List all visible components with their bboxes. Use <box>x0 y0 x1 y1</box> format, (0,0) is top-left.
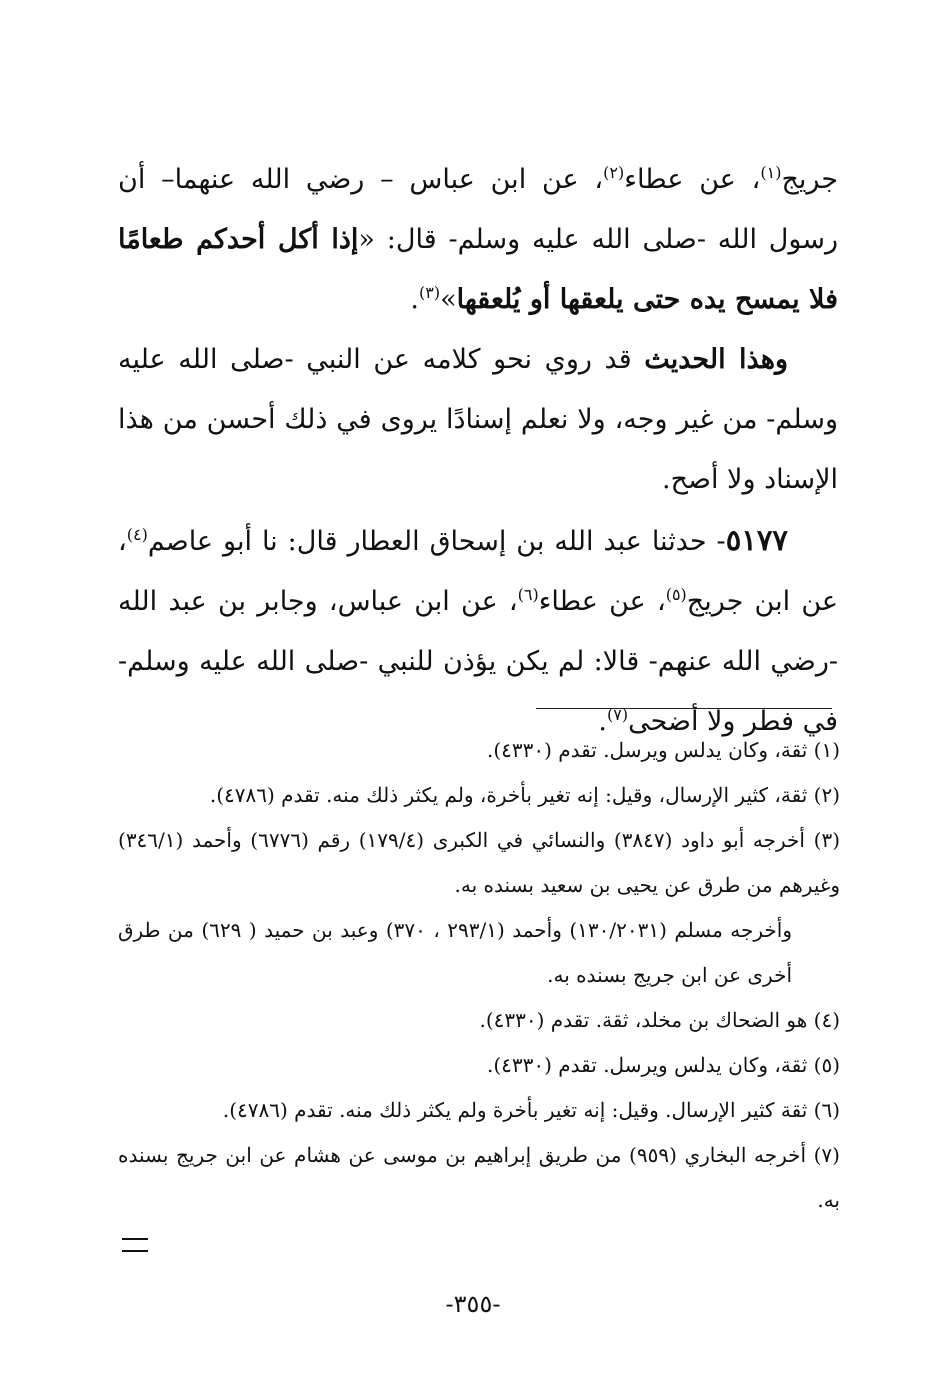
text-span: ، عن ابن جريج <box>118 526 838 617</box>
footnotes <box>118 728 840 1223</box>
footnote-7: (٧) أخرجه البخاري (٩٥٩) من طريق إبراهيم بن موسى عن هشام عن ابن جريج بسنده به. <box>118 1143 840 1212</box>
footnote-6: (٦) ثقة كثير الإرسال. وقيل: إنه تغير بأخرة ولم يكثر ذلك منه. تقدم (٤٧٨٦). <box>222 1098 840 1122</box>
footnote-3-continuation: وأخرجه مسلم (١٣٠/٢٠٣١) وأحمد (٢٩٣/١ ، ٣٧٠) وعبد بن حميد ( ٦٢٩) من طرق أخرى عن ابن جريج بسنده به. <box>118 918 792 987</box>
footnote-ref-4: (٤) <box>126 525 148 544</box>
footnote-1: (١) ثقة، وكان يدلس ويرسل. تقدم (٤٣٣٠). <box>486 738 840 762</box>
footnote-3: (٣) أخرجه أبو داود (٣٨٤٧) والنسائي في الكبرى (١٧٩/٤) رقم (٦٧٧٦) وأحمد (٣٤٦/١) وغيرهم من طرق عن يحيى بن سعيد بسنده به. <box>118 828 840 897</box>
hadith-text: إذا أكل أحدكم طعامًا فلا يمسح يده حتى يلعقها أو يُلعقها <box>118 224 838 315</box>
hadith-number: ٥١٧٧ <box>725 523 788 557</box>
text-span: . <box>598 706 607 737</box>
footnote-ref-6: (٦) <box>517 585 539 604</box>
text-span: قد روي نحو كلامه عن النبي -صلى الله عليه وسلم- من غير وجه، ولا نعلم إسنادًا يروى في ذلك أحسن من هذا الإسناد ولا أصح. <box>118 344 838 495</box>
text-span: جريج <box>781 164 839 195</box>
text-span: - حدثنا عبد الله بن إسحاق العطار قال: نا أبو عاصم <box>147 526 726 557</box>
footnote-5: (٥) ثقة، وكان يدلس ويرسل. تقدم (٤٣٣٠). <box>486 1053 840 1077</box>
footnote-2: (٢) ثقة، كثير الإرسال، وقيل: إنه تغير بأخرة، ولم يكثر ذلك منه. تقدم (٤٧٨٦). <box>209 783 840 807</box>
footnote-ref-5: (٥) <box>665 585 687 604</box>
footnote-divider <box>536 708 832 709</box>
page-number: -٣٥٥- <box>445 1290 501 1318</box>
footnote-ref-2: (٢) <box>603 163 625 182</box>
text-span: . <box>410 284 419 315</box>
footnote-4: (٤) هو الضحاك بن مخلد، ثقة. تقدم (٤٣٣٠). <box>479 1008 840 1032</box>
text-span: ، عن عطاء <box>624 164 761 195</box>
footnote-ref-1: (١) <box>760 163 782 182</box>
text-span: ، عن عطاء <box>538 586 666 617</box>
footnote-ref-7: (٧) <box>606 705 629 724</box>
text-span: ، عن ابن عباس، وجابر بن عبد الله -رضي الله عنهم- قالا: لم يكن يؤذن للنبي -صلى الله عليه وسلم- في فطر ولا أضحى <box>118 586 838 737</box>
paragraph-3 <box>118 510 838 752</box>
text-span: » <box>440 284 457 315</box>
footnote-ref-3: (٣) <box>418 283 441 302</box>
bold-lead: وهذا الحديث <box>644 344 788 375</box>
double-rule-mark <box>122 1238 148 1252</box>
main-text <box>118 150 838 752</box>
paragraph-2 <box>118 330 838 510</box>
paragraph-1 <box>118 150 838 330</box>
text-span: ، عن ابن عباس – رضي الله عنهما– أن رسول الله -صلى الله عليه وسلم- قال: « <box>118 164 839 255</box>
